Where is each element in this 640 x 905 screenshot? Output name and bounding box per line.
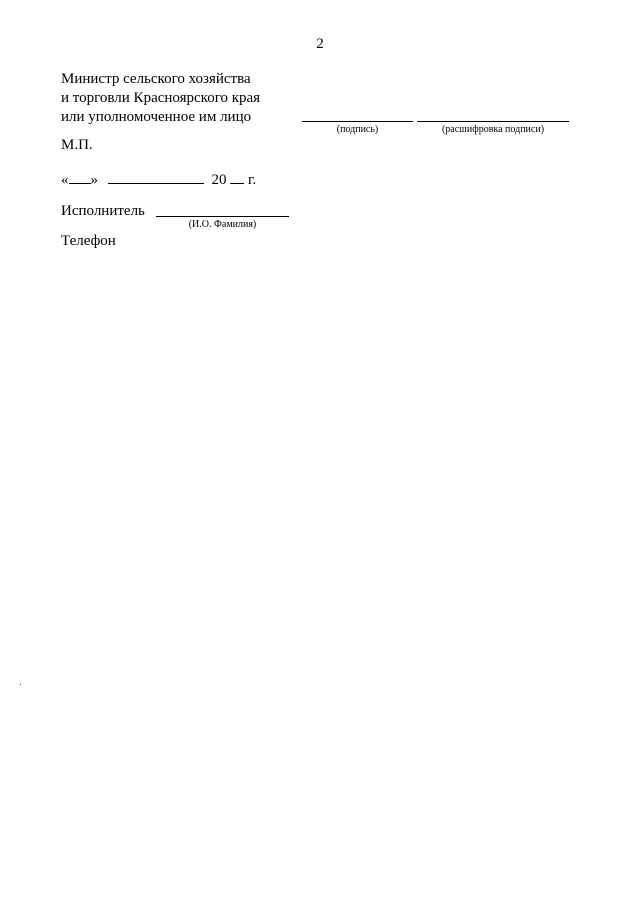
signature-line <box>302 121 413 122</box>
phone-label: Телефон <box>61 233 116 249</box>
signatory-line-2: и торговли Красноярского края <box>61 90 261 106</box>
date-line <box>61 172 256 189</box>
signatory-line-3: или уполномоченное им лицо <box>61 109 252 125</box>
signatory-line-1: Министр сельского хозяйства <box>61 71 251 87</box>
year-suffix: г. <box>248 172 257 188</box>
scan-speck <box>20 684 21 685</box>
signature-decoding-line <box>417 121 569 122</box>
signatory-block <box>61 70 260 127</box>
year-blank <box>230 172 244 184</box>
date-close-quote: » <box>90 172 98 188</box>
executor-line <box>156 216 289 217</box>
executor-label: Исполнитель <box>61 203 145 219</box>
signature-decoding-caption: (расшифровка подписи) <box>441 124 545 135</box>
day-blank <box>69 172 91 184</box>
executor-caption: (И.О. Фамилия) <box>188 219 257 230</box>
signature-caption: (подпись) <box>336 124 379 135</box>
month-blank <box>108 172 204 184</box>
date-open-quote: « <box>61 172 69 188</box>
stamp-label: М.П. <box>61 137 93 153</box>
year-prefix: 20 <box>211 172 227 188</box>
page-number: 2 <box>316 36 324 52</box>
